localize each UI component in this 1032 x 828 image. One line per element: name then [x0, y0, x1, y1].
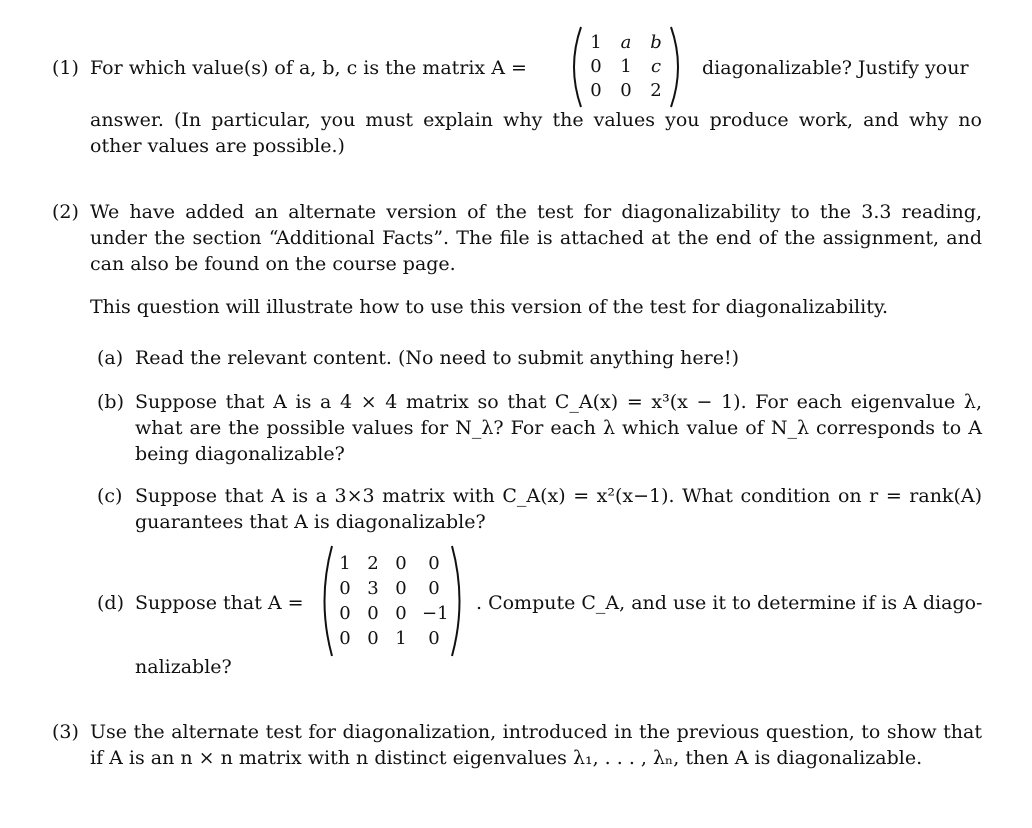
q2b-text: Suppose that A is a 4 × 4 matrix so that C_A(x) = x³(x − 1). For each eigenvalue λ, what are the possible values for N_λ? For each λ which value of N_λ corresponds to A being diagonalizable?: [135, 391, 982, 465]
matrix-cell: 0: [339, 628, 351, 649]
matrix-cell: b: [650, 32, 662, 53]
matrix-cell: 2: [367, 553, 379, 574]
matrix-cell: 0: [367, 603, 379, 624]
matrix-cell: 0: [428, 628, 440, 649]
q1-number: (1): [52, 57, 79, 79]
q2a-text: Read the relevant content. (No need to submit anything here!): [135, 347, 740, 369]
matrix-cell: 0: [428, 553, 440, 574]
matrix-cell: 0: [620, 80, 632, 101]
matrix-cell: 1: [590, 32, 602, 53]
matrix-cell: −1: [422, 603, 449, 624]
matrix-cell: 0: [395, 603, 407, 624]
matrix-cell: 1: [620, 56, 632, 77]
matrix-cell: 0: [339, 578, 351, 599]
q2a-label: (a): [97, 347, 124, 369]
matrix-cell: 0: [590, 80, 602, 101]
matrix-cell: 0: [590, 56, 602, 77]
q2b-label: (b): [97, 391, 124, 413]
matrix-cell: 0: [395, 578, 407, 599]
matrix-cell: c: [650, 56, 662, 77]
q2-intro-text: We have added an alternate version of the test for diagonalizability to the 3.3 reading, under the section “Additional Facts”. The file is attached at the end of the assignment, and can also be found on the course page.: [90, 201, 982, 275]
q2d-rest-text: nalizable?: [135, 656, 232, 678]
q1-tail-text: diagonalizable? Justify your: [702, 57, 969, 79]
matrix-cell: a: [620, 32, 632, 53]
q2c-text: Suppose that A is a 3×3 matrix with C_A(x) = x²(x−1). What condition on r = rank(A) guarantees that A is diagonalizable?: [135, 485, 982, 533]
matrix-cell: 0: [428, 578, 440, 599]
q2d-lead-text: Suppose that A =: [135, 592, 304, 614]
q1-matrix: [565, 24, 687, 110]
matrix-cell: 2: [650, 80, 662, 101]
matrix-cell: 1: [395, 628, 407, 649]
q2-number: (2): [52, 201, 79, 223]
q3-text: Use the alternate test for diagonalization, introduced in the previous question, to show that if A is an n × n matrix with n distinct eigenvalues λ₁, . . . , λₙ, then A is diagonalizable.: [90, 721, 982, 769]
q1-rest-text: answer. (In particular, you must explain why the values you produce work, and why no other values are possible.): [90, 109, 982, 157]
matrix-cell: 0: [367, 628, 379, 649]
q1-lead-text: For which value(s) of a, b, c is the matrix A =: [90, 57, 527, 79]
q2c-label: (c): [97, 485, 123, 507]
q2d-matrix: [316, 543, 468, 659]
q2d-label: (d): [97, 592, 124, 614]
q2-illustrate-text: This question will illustrate how to use this version of the test for diagonalizability.: [90, 296, 889, 318]
q3-number: (3): [52, 721, 79, 743]
q2d-tail-text: . Compute C_A, and use it to determine if is A diago-: [476, 592, 983, 614]
matrix-cell: 3: [367, 578, 379, 599]
matrix-cell: 0: [339, 603, 351, 624]
matrix-cell: 0: [395, 553, 407, 574]
matrix-cell: 1: [339, 553, 351, 574]
